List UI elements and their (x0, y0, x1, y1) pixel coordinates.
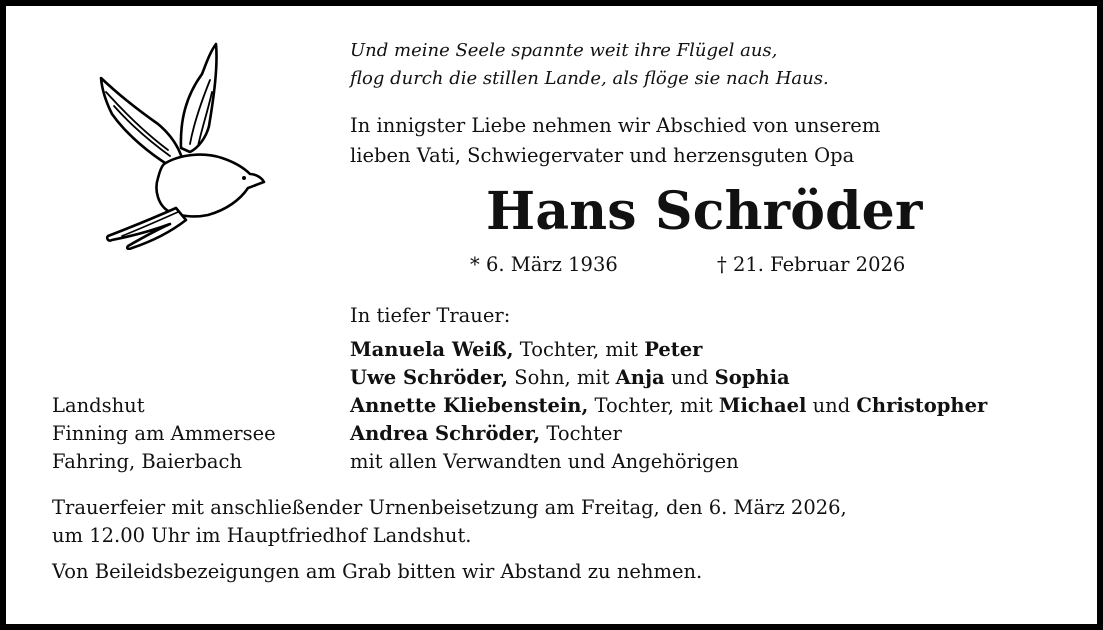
deceased-name: Hans Schröder (486, 181, 923, 242)
mourner-name: Uwe Schröder, (350, 366, 509, 389)
location-3: Fahring, Baierbach (52, 450, 243, 473)
mourner-relation: Tochter, mit (588, 394, 719, 417)
mourner-name: Annette Kliebenstein, (350, 394, 589, 417)
mourner-row (350, 392, 987, 419)
location-1: Landshut (52, 394, 145, 417)
service-line-1: Trauerfeier mit anschließender Urnenbeisetzung am Freitag, den 6. März 2026, (52, 496, 847, 519)
dove-icon (98, 40, 268, 250)
poem-line-1: Und meine Seele spannte weit ihre Flügel aus, (350, 40, 778, 61)
mourner-name: Andrea Schröder, (350, 422, 541, 445)
condolence-note: Von Beileidsbezeigungen am Grab bitten wir Abstand zu nehmen. (52, 560, 703, 583)
mourner-partner: Peter (644, 338, 703, 361)
mourner-partner: Michael (718, 394, 807, 417)
birth-date: * 6. März 1936 (470, 253, 618, 276)
poem-line-2: flog durch die stillen Lande, als flöge sie nach Haus. (350, 68, 829, 89)
mourners-closing: mit allen Verwandten und Angehörigen (350, 450, 739, 473)
location-2: Finning am Ammersee (52, 422, 276, 445)
mourner-row (350, 420, 622, 447)
intro-line-2: lieben Vati, Schwiegervater und herzensguten Opa (350, 144, 855, 167)
mourners-heading: In tiefer Trauer: (350, 304, 511, 327)
mourner-child: Christopher (856, 394, 988, 417)
mourner-conjunction: und (806, 394, 857, 417)
mourner-partner: Anja (615, 366, 665, 389)
mourner-relation: Sohn, mit (508, 366, 616, 389)
intro-line-1: In innigster Liebe nehmen wir Abschied von unserem (350, 114, 881, 137)
mourner-name: Manuela Weiß, (350, 338, 514, 361)
death-date: † 21. Februar 2026 (717, 253, 906, 276)
mourner-row (350, 336, 702, 363)
mourner-row (350, 364, 790, 391)
mourner-child: Sophia (714, 366, 790, 389)
mourner-relation: Tochter, mit (513, 338, 645, 361)
mourner-relation: Tochter (540, 422, 622, 445)
service-line-2: um 12.00 Uhr im Hauptfriedhof Landshut. (52, 524, 472, 547)
mourner-conjunction: und (664, 366, 715, 389)
